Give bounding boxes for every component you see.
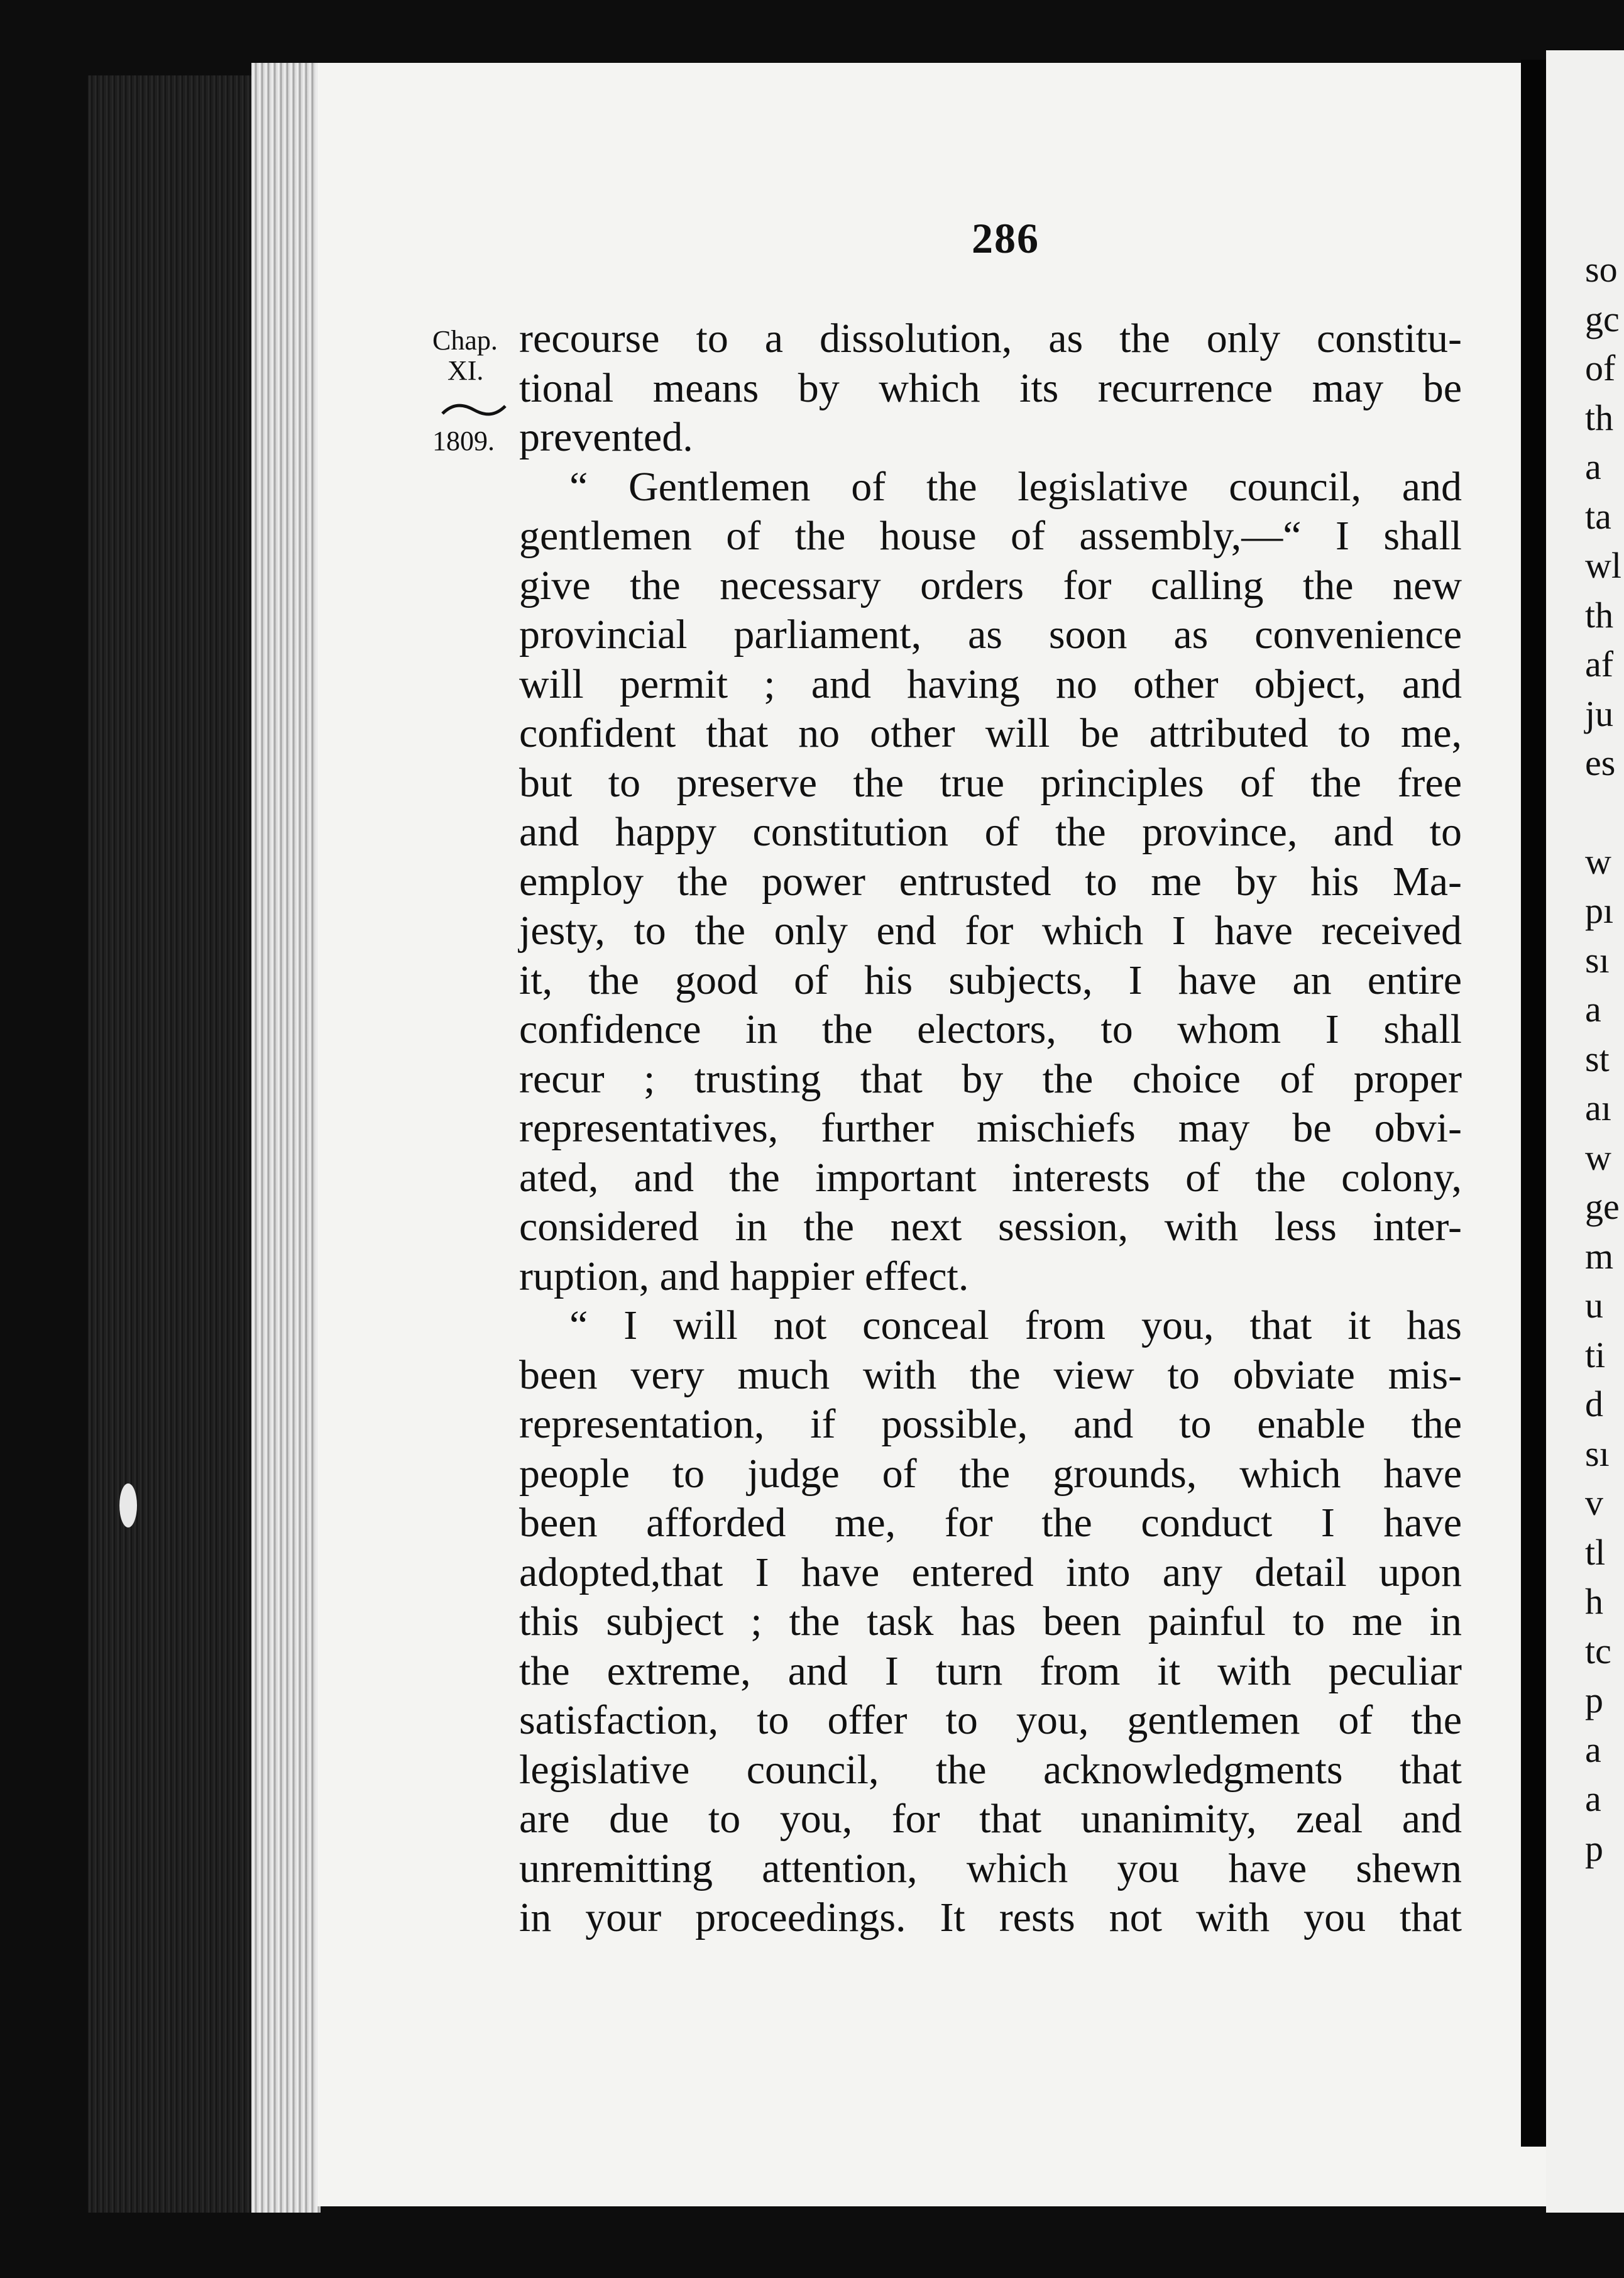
text-line: provincial parliament, as soon as convenience bbox=[519, 612, 1462, 658]
text-line: it, the good of his subjects, I have an entire bbox=[519, 957, 1462, 1003]
text-line: representatives, further mischiefs may be obvi- bbox=[519, 1105, 1462, 1151]
text-line: “ I will not conceal from you, that it has bbox=[569, 1302, 1462, 1348]
right-page-letters: of bbox=[1585, 348, 1616, 388]
text-line: but to preserve the true principles of the free bbox=[519, 759, 1462, 806]
right-page-letters: w bbox=[1585, 1136, 1611, 1178]
page-edges bbox=[251, 63, 321, 2213]
text-line: unremitting attention, which you have shewn bbox=[519, 1845, 1462, 1891]
text-line: satisfaction, to offer to you, gentlemen of the bbox=[519, 1697, 1462, 1743]
text-line: been very much with the view to obviate mis- bbox=[519, 1351, 1462, 1398]
margin-year: 1809. bbox=[432, 426, 495, 456]
text-line: adopted,that I have entered into any detail upon bbox=[519, 1549, 1462, 1595]
right-page-letters: st bbox=[1585, 1038, 1610, 1079]
right-page-letters: pı bbox=[1585, 890, 1614, 931]
right-page-letters: a bbox=[1585, 1729, 1601, 1770]
text-line: confidence in the electors, to whom I shall bbox=[519, 1006, 1462, 1052]
right-page-fragment bbox=[1546, 50, 1624, 2213]
page-gutter bbox=[1521, 60, 1546, 2147]
text-line: ated, and the important interests of the colony, bbox=[519, 1154, 1462, 1201]
text-line: ruption, and happier effect. bbox=[519, 1253, 969, 1299]
right-page-letters: p bbox=[1585, 1827, 1603, 1869]
right-page-letters: wl bbox=[1585, 545, 1621, 586]
right-page-letters: ge bbox=[1585, 1186, 1620, 1227]
text-line: will permit ; and having no other object, and bbox=[519, 661, 1462, 707]
body-text bbox=[519, 314, 1462, 1943]
text-line: confident that no other will be attributed to me, bbox=[519, 710, 1462, 756]
text-line: tional means by which its recurrence may be bbox=[519, 365, 1462, 411]
text-line: been afforded me, for the conduct I have bbox=[519, 1500, 1462, 1546]
text-line: recur ; trusting that by the choice of proper bbox=[519, 1055, 1462, 1102]
right-page-letters: tl bbox=[1585, 1531, 1606, 1573]
text-line: are due to you, for that unanimity, zeal and bbox=[519, 1796, 1462, 1842]
text-line: employ the power entrusted to me by his Ma- bbox=[519, 858, 1462, 905]
right-page-letters: sı bbox=[1585, 939, 1610, 981]
right-page-letters: v bbox=[1585, 1482, 1603, 1523]
right-page-letters: so bbox=[1585, 249, 1618, 290]
right-page-letters: a bbox=[1585, 446, 1601, 487]
text-line: the extreme, and I turn from it with peculiar bbox=[519, 1648, 1462, 1694]
text-line: “ Gentlemen of the legislative council, and bbox=[569, 463, 1462, 510]
text-line: legislative council, the acknowledgments that bbox=[519, 1746, 1462, 1793]
right-page-letters: d bbox=[1585, 1384, 1603, 1424]
right-page-letters: ta bbox=[1585, 495, 1611, 537]
margin-chapter-number: XI. bbox=[447, 355, 484, 386]
page-number: 286 bbox=[972, 214, 1040, 262]
text-line: give the necessary orders for calling the new bbox=[519, 562, 1462, 608]
right-page-letters: th bbox=[1585, 397, 1614, 438]
text-line: gentlemen of the house of assembly,—“ I shall bbox=[519, 513, 1462, 559]
right-page-letters: ti bbox=[1585, 1334, 1606, 1375]
margin-chapter: Chap. bbox=[432, 325, 498, 356]
text-line: and happy constitution of the province, and to bbox=[519, 809, 1462, 855]
right-page-letters: es bbox=[1585, 742, 1616, 783]
text-line: prevented. bbox=[519, 414, 693, 460]
text-line: jesty, to the only end for which I have received bbox=[519, 908, 1462, 954]
text-line: people to judge of the grounds, which have bbox=[519, 1450, 1462, 1497]
right-page-letters: a bbox=[1585, 989, 1601, 1030]
book-spine bbox=[88, 75, 251, 2213]
text-line: this subject ; the task has been painful to me in bbox=[519, 1598, 1462, 1644]
right-page-letters: a bbox=[1585, 1778, 1601, 1819]
right-page-letters: u bbox=[1585, 1285, 1603, 1326]
margin-swash-ornament bbox=[440, 402, 508, 417]
text-line: recourse to a dissolution, as the only constitu- bbox=[519, 316, 1462, 361]
right-page-letters: gc bbox=[1585, 298, 1620, 339]
right-page-letters: aı bbox=[1585, 1087, 1611, 1128]
text-line: considered in the next session, with less inter- bbox=[519, 1204, 1462, 1250]
right-page-letters: tc bbox=[1585, 1630, 1611, 1671]
right-page-letters: th bbox=[1585, 594, 1614, 636]
right-page-letters: p bbox=[1585, 1680, 1603, 1720]
right-page-letters: m bbox=[1585, 1235, 1614, 1277]
text-line: in your proceedings. It rests not with you that bbox=[519, 1895, 1462, 1940]
right-page-letters: w bbox=[1585, 840, 1611, 882]
right-page-letters: af bbox=[1585, 644, 1614, 685]
text-line: representation, if possible, and to enable the bbox=[519, 1401, 1462, 1447]
page-speck bbox=[119, 1483, 137, 1527]
right-page-letters: ju bbox=[1585, 693, 1614, 734]
right-page-letters: h bbox=[1585, 1581, 1603, 1622]
right-page-letters: sı bbox=[1585, 1433, 1610, 1474]
